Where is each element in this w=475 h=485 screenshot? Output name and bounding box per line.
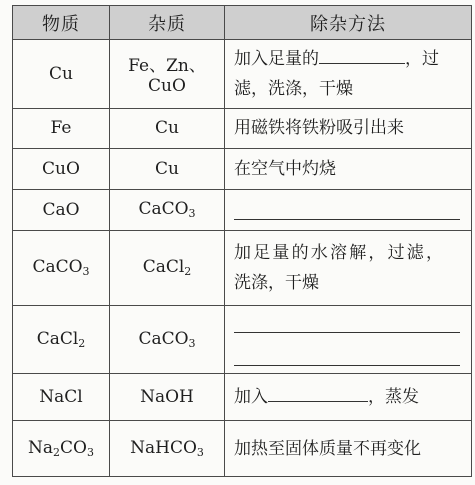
formula-main: CaCl [142,257,185,278]
formula-subscript: 3 [82,265,90,279]
formula-main: Na [28,438,54,459]
method-text: ，蒸发 [368,387,419,408]
method-cell: 加热至固体质量不再变化 [225,421,472,477]
answer-blank[interactable] [234,199,460,220]
impurity-cell [110,230,225,305]
formula-main: CaCO [138,199,189,220]
method-cell: 用磁铁将铁粉吸引出来 [225,108,472,149]
impurity-cell: Cu [110,108,225,149]
impurity-cell: NaOH [110,374,225,421]
substance-cell: Cu [13,40,110,109]
table-row [13,189,472,230]
table-row [13,374,472,421]
formula-subscript: 3 [188,336,196,350]
formula-main: CaCl [36,328,79,349]
method-cell [225,189,472,230]
substance-cell [13,421,110,477]
substance-cell: CaO [13,189,110,230]
substance-cell [13,230,110,305]
impurity-removal-table [12,5,472,477]
impurity-cell: Cu [110,149,225,190]
table-row [13,149,472,190]
impurity-cell [110,189,225,230]
answer-blank[interactable] [234,312,460,333]
impurity-cell: Fe、Zn、CuO [110,40,225,109]
substance-cell: CuO [13,149,110,190]
table-row [13,108,472,149]
answer-blank[interactable] [234,345,460,366]
header-impurity: 杂质 [110,6,225,40]
method-text: ，过 [405,48,439,69]
answer-blank[interactable] [268,383,368,402]
substance-cell [13,305,110,374]
substance-cell: Fe [13,108,110,149]
formula-main: CaCO [32,257,83,278]
method-cell [225,374,472,421]
formula-subscript: 3 [86,446,94,460]
method-cell: 在空气中灼烧 [225,149,472,190]
formula-subscript: 2 [184,265,192,279]
method-text: 加入足量的 [234,48,319,69]
substance-cell: NaCl [13,374,110,421]
formula-subscript: 3 [188,207,196,221]
method-cell [225,305,472,374]
method-text: 洗涤，干燥 [234,272,319,293]
impurity-cell [110,305,225,374]
table-row [13,40,472,109]
answer-blank[interactable] [319,45,405,64]
table-header-row [13,6,472,40]
header-substance: 物质 [13,6,110,40]
table-row [13,230,472,305]
formula-subscript: 3 [196,446,204,460]
formula-main: NaHCO [130,438,197,459]
formula-subscript: 2 [78,336,86,350]
table-row [13,305,472,374]
method-text: 加入 [234,387,268,408]
formula-main: CaCO [138,328,189,349]
impurity-cell [110,421,225,477]
formula-main: CO [60,438,87,459]
method-cell [225,40,472,109]
table-row [13,421,472,477]
formula-subscript: 2 [53,446,61,460]
method-text: 加足量的水溶解，过滤， [234,242,446,263]
method-text: 滤，洗涤，干燥 [234,78,353,99]
method-cell [225,230,472,305]
header-method: 除杂方法 [225,6,472,40]
